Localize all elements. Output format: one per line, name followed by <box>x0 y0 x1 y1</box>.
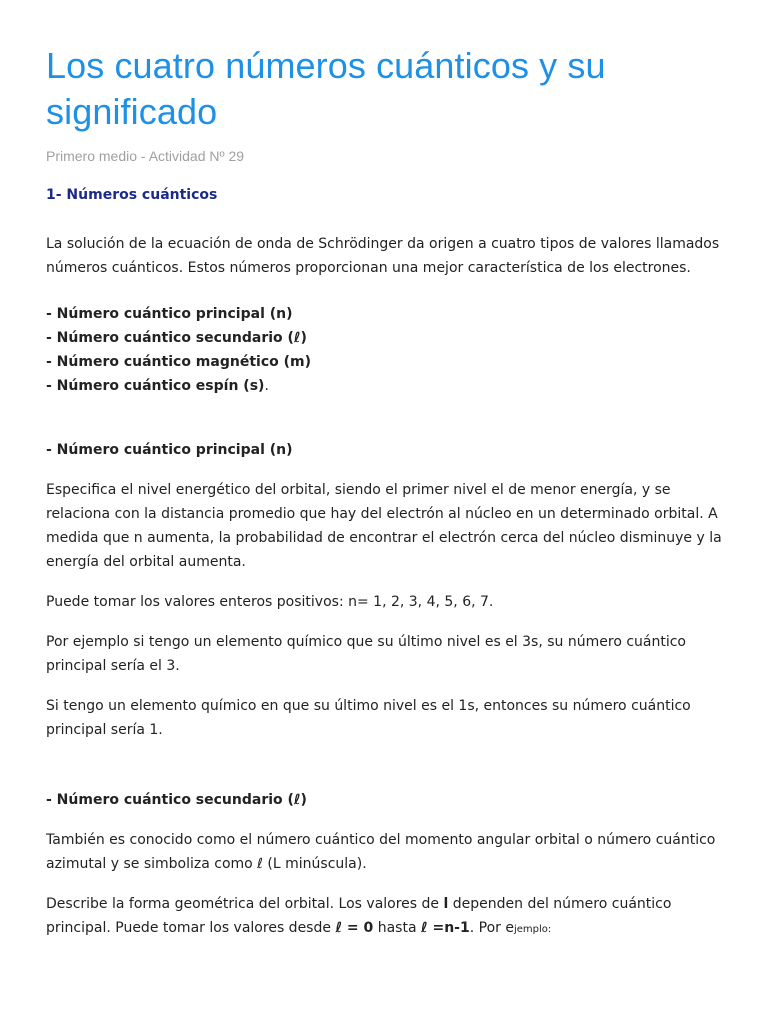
bold-span: l <box>443 896 449 912</box>
quantum-number-list <box>46 302 722 398</box>
bold-span: ℓ = 0 <box>335 920 374 936</box>
principal-heading: - Número cuántico principal (n) <box>46 442 293 458</box>
list-item: - Número cuántico secundario (ℓ) <box>46 330 307 346</box>
small-text-span: jemplo: <box>513 924 552 935</box>
text-span: . Por e <box>469 920 514 936</box>
section-heading: 1- Números cuánticos <box>46 187 218 203</box>
text-span: dependen del número cuántico principal. Puede tomar los valores desde <box>46 896 672 936</box>
list-item-last <box>46 374 722 398</box>
text-span: hasta <box>373 920 421 936</box>
secundario-paragraph-1: También es conocido como el número cuántico del momento angular orbital o número cuántico azimutal y se simboliza como ℓ (L minúscula). <box>46 832 716 872</box>
list-item: - Número cuántico espín (s) <box>46 378 265 394</box>
principal-paragraph-3: Por ejemplo si tengo un elemento químico que su último nivel es el 3s, su número cuántico principal sería el 3. <box>46 634 686 674</box>
text-span: Describe la forma geométrica del orbital. Los valores de <box>46 896 444 912</box>
secundario-heading: - Número cuántico secundario (ℓ) <box>46 792 307 808</box>
principal-paragraph-4: Si tengo un elemento químico en que su último nivel es el 1s, entonces su número cuántico principal sería 1. <box>46 698 691 738</box>
list-item: - Número cuántico magnético (m) <box>46 354 311 370</box>
intro-paragraph: La solución de la ecuación de onda de Schrödinger da origen a cuatro tipos de valores llamados números cuánticos. Estos números proporcionan una mejor característica de los electrones. <box>46 236 720 276</box>
principal-paragraph-2: Puede tomar los valores enteros positivos: n= 1, 2, 3, 4, 5, 6, 7. <box>46 594 494 610</box>
page-subtitle: Primero medio - Actividad Nº 29 <box>46 148 245 164</box>
list-item: - Número cuántico principal (n) <box>46 306 293 322</box>
bold-span: ℓ =n-1 <box>420 920 470 936</box>
page-title: Los cuatro números cuánticos y su significado <box>46 45 606 132</box>
principal-paragraph-1: Especifica el nivel energético del orbital, siendo el primer nivel el de menor energía, y se relaciona con la distancia promedio que hay del electrón al núcleo en un determinado orbital. A medida que n aumenta, la probabilidad de encontrar el electrón cerca del núcleo disminuye y la energía del orbital aumenta. <box>46 482 722 570</box>
list-suffix: . <box>264 378 269 394</box>
secundario-paragraph-2 <box>46 892 722 942</box>
